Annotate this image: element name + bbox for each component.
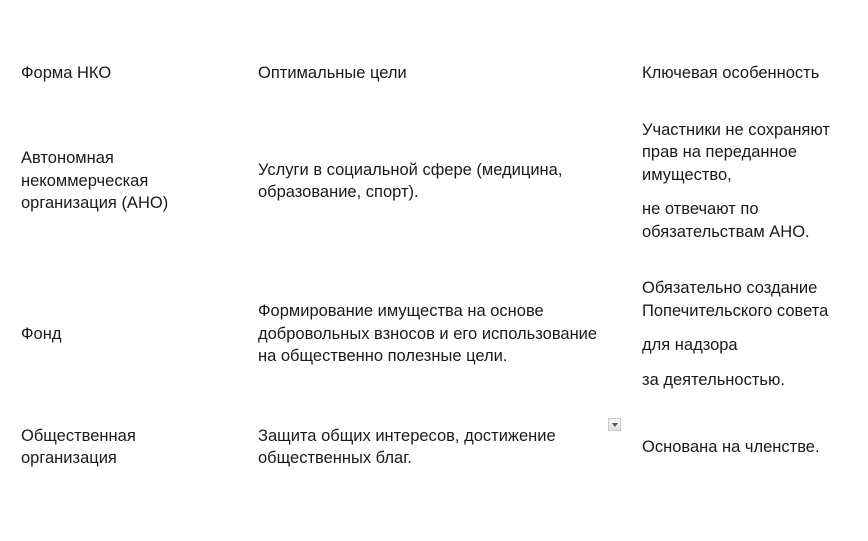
table-header-goals bbox=[258, 60, 603, 86]
form-name: Автономная некоммерческая организация (АНО) bbox=[21, 149, 169, 213]
feature-paragraph: Обязательно создание Попечительского совета bbox=[642, 279, 829, 320]
chevron-down-icon bbox=[612, 423, 618, 427]
goals-text: Защита общих интересов, достижение общественных благ. bbox=[258, 426, 556, 467]
table-cell-feature bbox=[642, 424, 864, 470]
table-cell-form bbox=[21, 118, 231, 244]
table-header-form bbox=[21, 60, 231, 86]
dropdown-toggle-button[interactable] bbox=[608, 418, 621, 431]
goals-text: Услуги в социальной сфере (медицина, образование, спорт). bbox=[258, 160, 563, 201]
feature-paragraph: Основана на членстве. bbox=[642, 437, 820, 456]
goals-text: Формирование имущества на основе добровольных взносов и его использование на общественно полезные цели. bbox=[258, 302, 598, 366]
table-cell-goals bbox=[258, 424, 603, 470]
table-cell-form bbox=[21, 274, 231, 394]
header-label: Оптимальные цели bbox=[258, 63, 407, 82]
feature-paragraph: Участники не сохраняют прав на переданное имущество, bbox=[642, 120, 830, 184]
table-cell-goals bbox=[258, 118, 603, 244]
feature-paragraph: для надзора bbox=[642, 336, 738, 354]
header-label: Форма НКО bbox=[21, 63, 112, 82]
table-header-feature bbox=[642, 60, 864, 86]
header-label: Ключевая особенность bbox=[642, 63, 820, 82]
table-cell-feature bbox=[642, 274, 864, 394]
table-cell-goals bbox=[258, 274, 603, 394]
feature-paragraph: не отвечают по обязательствам АНО. bbox=[642, 200, 810, 241]
form-name: Фонд bbox=[21, 324, 62, 343]
table-cell-feature bbox=[642, 118, 864, 244]
table-cell-form bbox=[21, 424, 231, 470]
form-name: Общественная организация bbox=[21, 426, 136, 467]
feature-paragraph: за деятельностью. bbox=[642, 370, 785, 389]
